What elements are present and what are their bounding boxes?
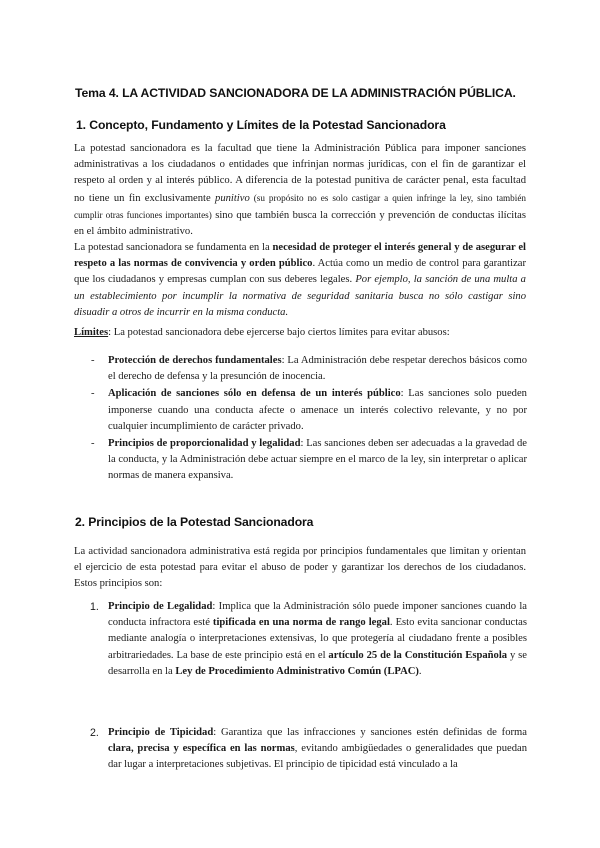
principle-item [90, 725, 527, 774]
section-1-paragraph-2 [74, 240, 526, 321]
p1-italic-punitivo: punitivo [215, 192, 250, 204]
principle-item [90, 599, 527, 680]
section-2-heading: 2. Principios de la Potestad Sancionadora [75, 515, 314, 529]
bullet-text: : La Administración debe respetar derechos básicos como el derecho de defensa y la presunción de inocencia. [108, 355, 527, 383]
principle-text: , evitando ambigüedades o generalidades que puedan dar lugar a interpretaciones subjetivas. El principio de tipicidad está vinculado a la [108, 743, 527, 771]
p1-text-d: sino que también busca la corrección y prevención de conductas ilícitas en el ámbito administrativo. [74, 209, 526, 238]
section-1-heading: 1. Concepto, Fundamento y Límites de la Potestad Sancionadora [76, 118, 446, 132]
principle-bold: tipificada en una norma de rango legal [212, 617, 390, 629]
limits-text: : La potestad sancionadora debe ejercerse bajo ciertos límites para evitar abusos: [108, 327, 450, 338]
limits-label: Límites [74, 327, 109, 338]
p1-text-a: La potestad sancionadora es la facultad que tiene la Administración Pública para imponer sanciones administrativas a los ciudadanos o entidades que infrinjan normas jurídicas, con el fin de garantizar el respeto al orden y al interés público. A diferencia de la potestad punitiva de carácter penal, esta facultad no tiene un fin exclusivamente [74, 143, 526, 204]
limits-paragraph [74, 325, 526, 341]
bullet-term: Protección de derechos fundamentales [108, 355, 282, 366]
principle-bold: Ley de Procedimiento Administrativo Común (LPAC) [175, 665, 419, 677]
principle-bold: artículo 25 de la Constitución Española [328, 649, 508, 661]
page-title: Tema 4. LA ACTIVIDAD SANCIONADORA DE LA ADMINISTRACIÓN PÚBLICA. [75, 86, 516, 100]
principle-bold: clara, precisa y específica en las normas [108, 743, 295, 755]
item-number: 1. [90, 601, 99, 613]
p2-text-a: La potestad sancionadora se fundamenta en la [74, 242, 273, 253]
list-item [91, 386, 527, 435]
section-1-paragraph-1 [74, 141, 526, 240]
p2-example-italic: Por ejemplo, la sanción de una multa a un establecimiento por incumplir la normativa de seguridad sanitaria busca no sólo castigar sino disuadir a otros de incurrir en la misma conducta. [74, 274, 526, 318]
principle-text: : Garantiza que las infracciones y sanciones estén definidas de forma [213, 727, 527, 738]
bullet-text: : Las sanciones solo pueden imponerse cuando una conducta afecte o amenace un interés colectivo relevante, y no por cualquier incumplimiento de carácter privado. [108, 388, 527, 432]
principle-text: : Implica que la Administración sólo puede imponer sanciones cuando la conducta infractora esté [108, 601, 527, 629]
item-number: 2. [90, 727, 99, 739]
principle-text: . Esto evita sancionar conductas mediante analogía o interpretaciones extensivas, lo que protegería al ciudadano frente a posibles arbitrariedades. La base de este principio está en el [108, 617, 527, 661]
p1-small-note: (su propósito no es solo castigar a quien infringe la ley, sino también cumplir otras funciones importantes) [74, 192, 526, 220]
section-2-intro: La actividad sancionadora administrativa está regida por principios fundamentales que limitan y orientan el ejercicio de esta potestad para evitar el abuso de poder y garantizar los derechos de los ciudadanos. Estos principios son: [74, 546, 526, 590]
bullet-term: Aplicación de sanciones sólo en defensa de un interés público [108, 388, 401, 400]
bullet-text: : Las sanciones deben ser adecuadas a la gravedad de la conducta, y la Administración debe actuar siempre en el marco de la ley, sin interpretar o aplicar normas de manera expansiva. [108, 438, 527, 482]
p2-bold: necesidad de proteger el interés general y de asegurar el respeto a las normas de convivencia y orden público [74, 242, 526, 270]
list-item [91, 436, 527, 485]
limits-list [91, 353, 527, 486]
principle-term: Principio de Legalidad [108, 601, 213, 612]
list-item [91, 353, 527, 385]
p2-text-c: . Actúa como un medio de control para garantizar que los ciudadanos y empresas cumplan con sus deberes legales. [74, 258, 526, 286]
principle-text: y se desarrolla en la [108, 649, 528, 677]
bullet-term: Principios de proporcionalidad y legalidad [108, 438, 301, 450]
principle-text: . [418, 665, 422, 677]
principle-term: Principio de Tipicidad [108, 727, 214, 738]
